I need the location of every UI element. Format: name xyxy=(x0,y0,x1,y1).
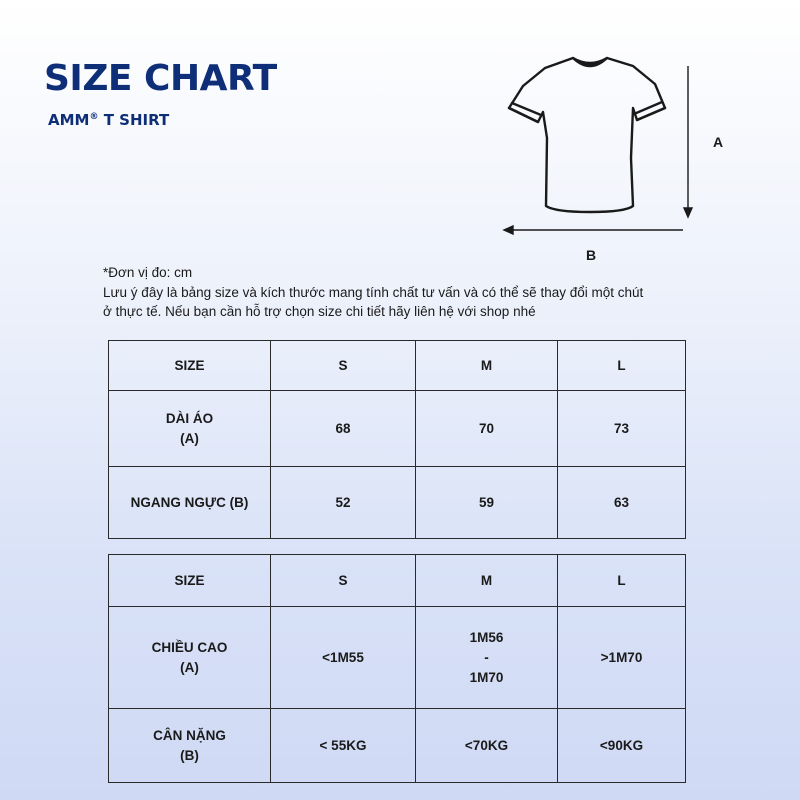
width-arrow xyxy=(504,226,683,234)
table-row xyxy=(109,709,686,783)
cell-height-s: <1M55 xyxy=(271,607,416,709)
registered-mark: ® xyxy=(89,112,99,122)
header-m: M xyxy=(416,555,558,607)
header-size: SIZE xyxy=(109,341,271,391)
height-label: A xyxy=(713,134,724,150)
garment-size-table xyxy=(108,340,686,539)
row-label-weight: CÂN NẶNG (B) xyxy=(109,709,271,783)
width-label: B xyxy=(586,247,597,263)
row-label-height: CHIỀU CAO (A) xyxy=(109,607,271,709)
cell-chest-s: 52 xyxy=(271,467,416,539)
cell-height-m: 1M56 - 1M70 xyxy=(416,607,558,709)
disclaimer-line-1: Lưu ý đây là bảng size và kích thước mang tính chất tư vấn và có thể sẽ thay đổi một chút xyxy=(103,284,644,300)
table-row xyxy=(109,391,686,467)
header-l: L xyxy=(558,555,686,607)
height-arrow xyxy=(684,66,692,217)
row-label-length: DÀI ÁO (A) xyxy=(109,391,271,467)
table-header-row xyxy=(109,341,686,391)
table-row xyxy=(109,607,686,709)
header-l: L xyxy=(558,341,686,391)
cell-weight-s: < 55KG xyxy=(271,709,416,783)
tshirt-icon xyxy=(509,58,665,212)
cell-length-l: 73 xyxy=(558,391,686,467)
brand-name: AMM xyxy=(48,111,90,129)
product-name: T SHIRT xyxy=(98,111,170,129)
table-row xyxy=(109,467,686,539)
body-size-table xyxy=(108,554,686,783)
cell-length-s: 68 xyxy=(271,391,416,467)
header-s: S xyxy=(271,341,416,391)
row-label-chest: NGANG NGỰC (B) xyxy=(109,467,271,539)
cell-weight-m: <70KG xyxy=(416,709,558,783)
cell-chest-m: 59 xyxy=(416,467,558,539)
header-size: SIZE xyxy=(109,555,271,607)
tshirt-diagram xyxy=(495,48,755,270)
page-title: SIZE CHART xyxy=(44,58,277,99)
cell-length-m: 70 xyxy=(416,391,558,467)
cell-height-l: >1M70 xyxy=(558,607,686,709)
cell-weight-l: <90KG xyxy=(558,709,686,783)
header-m: M xyxy=(416,341,558,391)
cell-chest-l: 63 xyxy=(558,467,686,539)
header-s: S xyxy=(271,555,416,607)
measurement-note xyxy=(103,263,723,322)
table-header-row xyxy=(109,555,686,607)
disclaimer-line-2: ở thực tế. Nếu bạn cần hỗ trợ chọn size chi tiết hãy liên hệ với shop nhé xyxy=(103,304,536,319)
product-subtitle xyxy=(48,111,169,129)
unit-note: *Đơn vị đo: cm xyxy=(103,265,193,280)
